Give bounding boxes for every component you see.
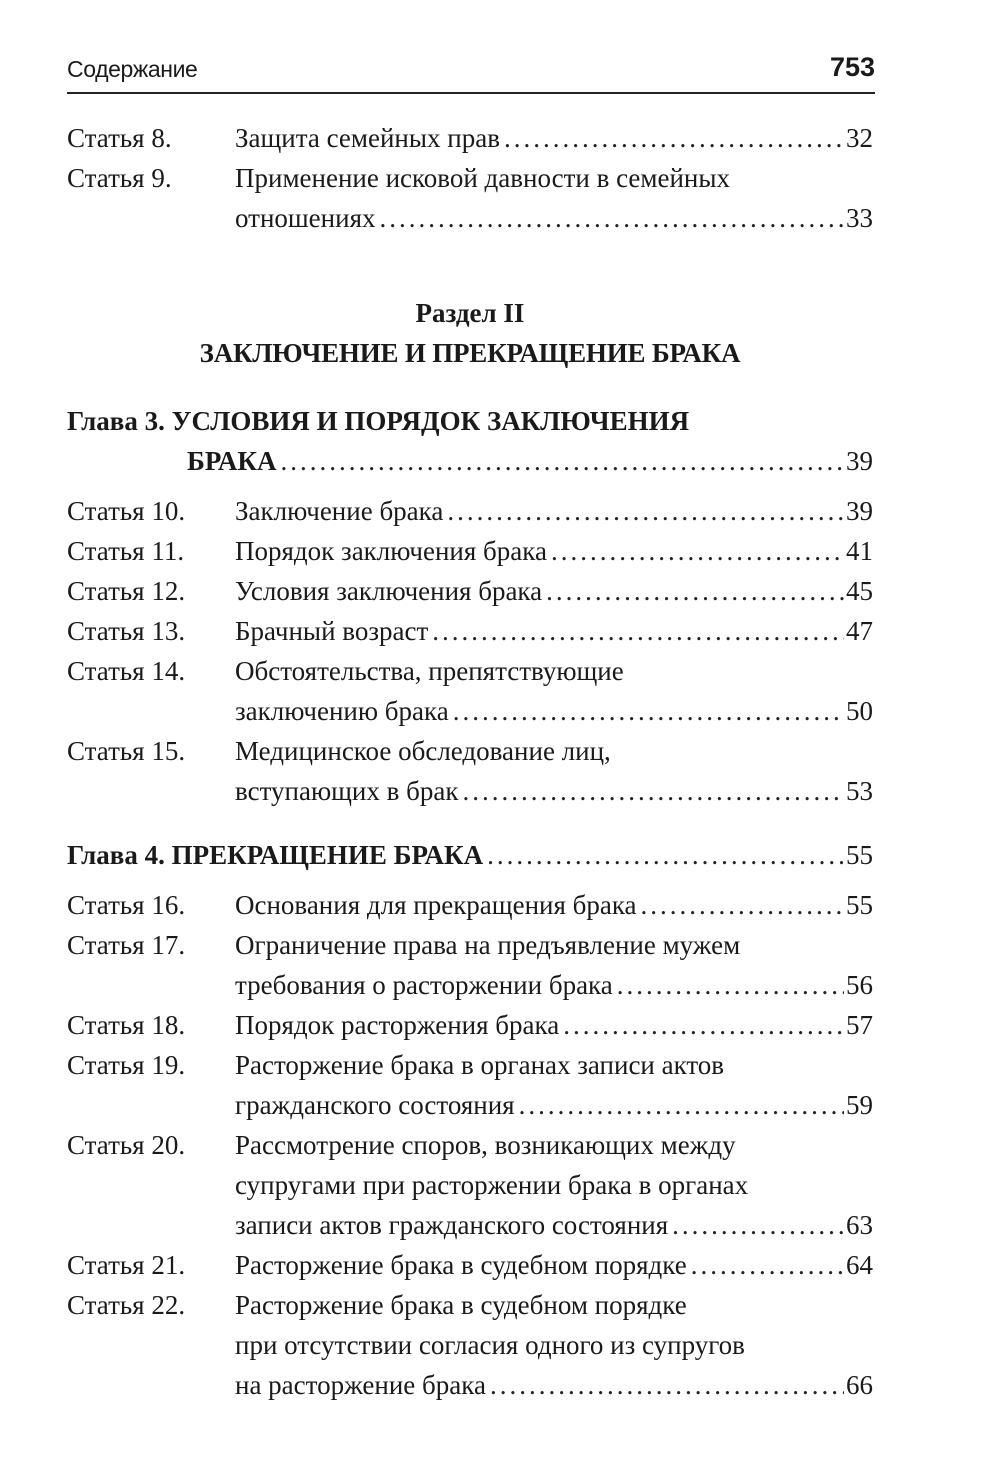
toc-page-number: 53 xyxy=(846,776,873,806)
article-number: Статья 21. xyxy=(67,1250,186,1280)
article-title-last-line xyxy=(235,1365,873,1405)
chapter-label: Глава 3. xyxy=(67,406,165,436)
article-title-last-line xyxy=(235,691,873,731)
article-title-line: Расторжение брака в органах записи актов xyxy=(235,1050,725,1080)
toc-page-number: 66 xyxy=(846,1370,873,1400)
article-title xyxy=(235,885,873,925)
toc-page-number: 39 xyxy=(846,496,873,526)
chapter-title-last: БРАКА xyxy=(187,446,277,476)
toc-entry[interactable] xyxy=(67,611,873,651)
article-title xyxy=(235,1045,873,1125)
toc-page-number: 32 xyxy=(846,123,873,153)
toc-entry[interactable] xyxy=(67,571,873,611)
toc-page-number: 59 xyxy=(846,1090,873,1120)
chapter-title: ПРЕКРАЩЕНИЕ БРАКА xyxy=(171,840,484,870)
article-title xyxy=(235,571,873,611)
article-title-text: записи актов гражданского состояния xyxy=(235,1210,669,1240)
dot-leader xyxy=(432,611,844,651)
article-title-text: отношениях xyxy=(235,203,376,233)
article-title-text: Расторжение брака в судебном порядке xyxy=(235,1250,687,1280)
article-title-text: гражданского состояния xyxy=(235,1090,515,1120)
running-header xyxy=(67,52,875,94)
article-number: Статья 18. xyxy=(67,1010,186,1040)
running-header-title: Содержание xyxy=(67,56,198,82)
toc-entry[interactable] xyxy=(67,731,873,811)
article-title-last-line xyxy=(235,1005,873,1045)
dot-leader xyxy=(563,1005,844,1045)
dot-leader xyxy=(504,118,844,158)
article-title xyxy=(235,611,873,651)
article-title xyxy=(235,1245,873,1285)
article-title-text: Порядок расторжения брака xyxy=(235,1010,560,1040)
dot-leader xyxy=(487,835,844,875)
toc-entry[interactable] xyxy=(67,118,873,158)
article-title xyxy=(235,158,873,238)
article-number: Статья 10. xyxy=(67,496,186,526)
dot-leader xyxy=(490,1365,844,1405)
article-title-last-line xyxy=(235,1205,873,1245)
article-title-line: Рассмотрение споров, возникающих между xyxy=(235,1130,736,1160)
toc-block-3 xyxy=(67,885,873,1405)
article-number: Статья 8. xyxy=(67,123,172,153)
article-title-line: Расторжение брака в судебном порядке xyxy=(235,1290,687,1320)
toc-entry[interactable] xyxy=(67,885,873,925)
article-title-text: вступающих в брак xyxy=(235,776,459,806)
article-number: Статья 11. xyxy=(67,536,185,566)
dot-leader xyxy=(519,1085,844,1125)
toc-page-number: 45 xyxy=(846,576,873,606)
dot-leader xyxy=(546,571,844,611)
article-title-text: Защита семейных прав xyxy=(235,123,500,153)
dot-leader xyxy=(453,691,844,731)
article-title-last-line xyxy=(235,1245,873,1285)
article-title xyxy=(235,531,873,571)
chapter-label: Глава 4. xyxy=(67,840,165,870)
article-title-text: на расторжение брака xyxy=(235,1370,486,1400)
article-title-line: Ограничение права на предъявление мужем xyxy=(235,930,741,960)
article-title-line: при отсутствии согласия одного из супругов xyxy=(235,1330,745,1360)
toc-entry[interactable] xyxy=(67,1005,873,1045)
article-title-last-line xyxy=(235,118,873,158)
article-title xyxy=(235,925,873,1005)
toc-entry[interactable] xyxy=(67,1045,873,1125)
article-title-last-line xyxy=(235,965,873,1005)
toc-chapter-4[interactable] xyxy=(67,835,873,875)
toc-entry[interactable] xyxy=(67,1245,873,1285)
toc-entry[interactable] xyxy=(67,925,873,1005)
article-number: Статья 15. xyxy=(67,736,186,766)
dot-leader xyxy=(379,198,844,238)
dot-leader xyxy=(551,531,844,571)
article-number: Статья 9. xyxy=(67,163,172,193)
dot-leader xyxy=(691,1245,844,1285)
article-title-text: Условия заключения брака xyxy=(235,576,543,606)
article-title xyxy=(235,651,873,731)
toc-page-number: 56 xyxy=(846,970,873,1000)
toc-chapter-3[interactable] xyxy=(67,401,873,481)
article-number: Статья 16. xyxy=(67,890,186,920)
article-number: Статья 20. xyxy=(67,1130,186,1160)
article-title-last-line xyxy=(235,611,873,651)
article-title-line: Медицинское обследование лиц, xyxy=(235,736,611,766)
dot-leader xyxy=(447,491,844,531)
toc-block-2 xyxy=(67,491,873,811)
toc-page-number: 64 xyxy=(846,1250,873,1280)
toc-page-number: 47 xyxy=(846,616,873,646)
toc-entry[interactable] xyxy=(67,1125,873,1245)
article-title-text: Порядок заключения брака xyxy=(235,536,547,566)
dot-leader xyxy=(672,1205,844,1245)
toc-page-number: 55 xyxy=(846,890,873,920)
chapter-title-line: УСЛОВИЯ И ПОРЯДОК ЗАКЛЮЧЕНИЯ xyxy=(171,406,690,436)
toc-entry[interactable] xyxy=(67,651,873,731)
section-label: Раздел II xyxy=(415,298,525,328)
toc-page-number: 41 xyxy=(846,536,873,566)
page-number: 753 xyxy=(829,52,875,82)
toc-entry[interactable] xyxy=(67,158,873,238)
article-title xyxy=(235,118,873,158)
article-title-last-line xyxy=(235,885,873,925)
article-title-last-line xyxy=(235,571,873,611)
article-title-last-line xyxy=(235,198,873,238)
dot-leader xyxy=(617,965,844,1005)
toc-page-number: 63 xyxy=(846,1210,873,1240)
article-title-text: Брачный возраст xyxy=(235,616,429,646)
dot-leader xyxy=(280,441,844,481)
article-number: Статья 14. xyxy=(67,656,186,686)
toc-block-1 xyxy=(67,118,873,238)
article-title-line: супругами при расторжении брака в органах xyxy=(235,1170,749,1200)
article-number: Статья 19. xyxy=(67,1050,186,1080)
article-title-last-line xyxy=(235,531,873,571)
article-number: Статья 22. xyxy=(67,1290,186,1320)
table-of-contents xyxy=(67,118,873,1405)
article-title xyxy=(235,1285,873,1405)
toc-page-number: 33 xyxy=(846,203,873,233)
article-title-line: Обстоятельства, препятствующие xyxy=(235,656,624,686)
article-title xyxy=(235,491,873,531)
toc-entry[interactable] xyxy=(67,531,873,571)
article-title-last-line xyxy=(235,1085,873,1125)
toc-page-number: 39 xyxy=(846,446,873,476)
article-title-text: Заключение брака xyxy=(235,496,444,526)
article-title-text: требования о расторжении брака xyxy=(235,970,613,1000)
article-number: Статья 17. xyxy=(67,930,186,960)
article-number: Статья 12. xyxy=(67,576,186,606)
article-number: Статья 13. xyxy=(67,616,186,646)
toc-entry[interactable] xyxy=(67,1285,873,1405)
section-title: ЗАКЛЮЧЕНИЕ И ПРЕКРАЩЕНИЕ БРАКА xyxy=(199,338,741,368)
article-title xyxy=(235,1125,873,1245)
article-title-last-line xyxy=(235,491,873,531)
toc-page-number: 57 xyxy=(846,1010,873,1040)
toc-entry[interactable] xyxy=(67,491,873,531)
toc-page-number: 50 xyxy=(846,696,873,726)
toc-page-number: 55 xyxy=(846,840,873,870)
article-title-text: заключению брака xyxy=(235,696,449,726)
article-title xyxy=(235,1005,873,1045)
article-title-last-line xyxy=(235,771,873,811)
article-title-line: Применение исковой давности в семейных xyxy=(235,163,731,193)
article-title xyxy=(235,731,873,811)
dot-leader xyxy=(641,885,844,925)
dot-leader xyxy=(462,771,844,811)
article-title-text: Основания для прекращения брака xyxy=(235,890,637,920)
